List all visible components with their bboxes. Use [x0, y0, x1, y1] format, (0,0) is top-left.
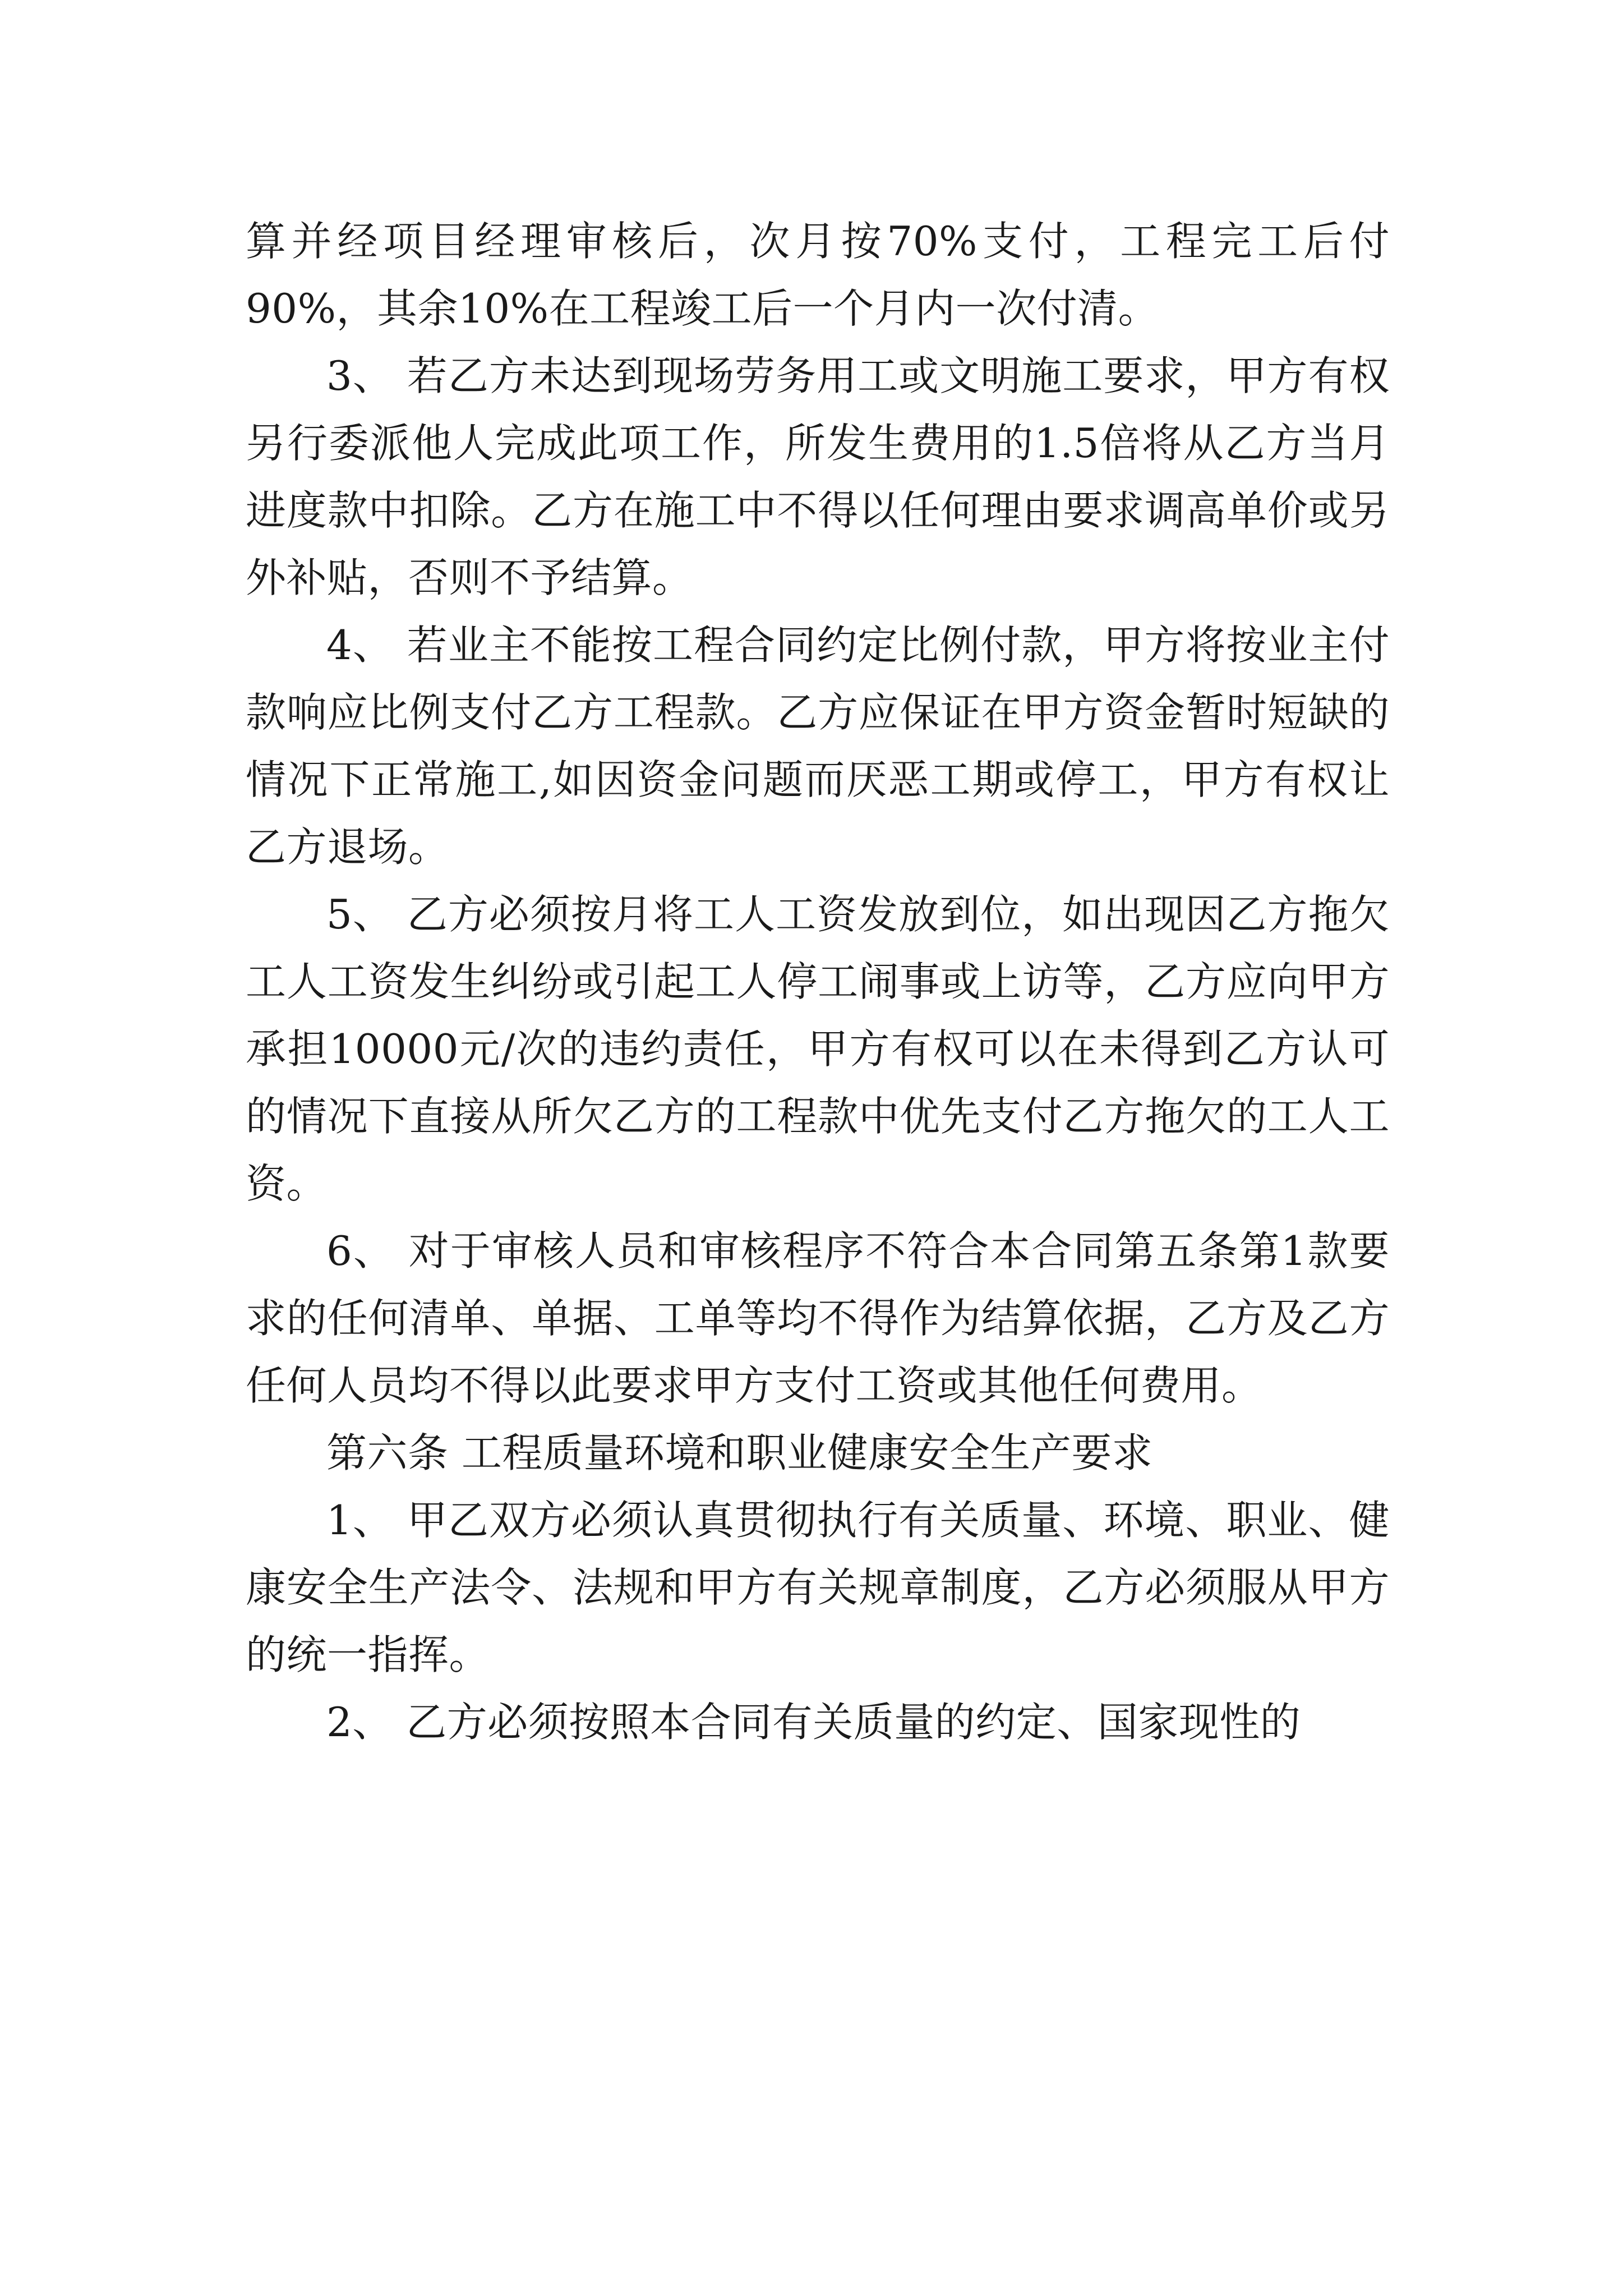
paragraph-clause-6: 6、 对于审核人员和审核程序不符合本合同第五条第1款要求的任何清单、单据、工单等均不得作为结算依据，乙方及乙方任何人员均不得以此要求甲方支付工资或其他任何费用。 — [246, 1227, 1390, 1409]
section-heading-article-6: 第六条 工程质量环境和职业健康安全生产要求 — [326, 1429, 1153, 1476]
paragraph-payment-continued: 算并经项目经理审核后，次月按70%支付，工程完工后付90%，其余10%在工程竣工后一个月内一次付清。 — [246, 218, 1390, 332]
paragraph-article-6-clause-1: 1、 甲乙双方必须认真贯彻执行有关质量、环境、职业、健康安全生产法令、法规和甲方有关规章制度，乙方必须服从甲方的统一指挥。 — [246, 1497, 1390, 1678]
document-body — [246, 208, 1390, 1756]
paragraph-clause-4: 4、 若业主不能按工程合同约定比例付款，甲方将按业主付款响应比例支付乙方工程款。乙方应保证在甲方资金暂时短缺的情况下正常施工,如因资金问题而厌恶工期或停工，甲方有权让乙方退场。 — [246, 622, 1390, 871]
paragraph-clause-5: 5、 乙方必须按月将工人工资发放到位，如出现因乙方拖欠工人工资发生纠纷或引起工人停工闹事或上访等，乙方应向甲方承担10000元/次的违约责任，甲方有权可以在未得到乙方认可的情况下直接从所欠乙方的工程款中优先支付乙方拖欠的工人工资。 — [246, 891, 1390, 1207]
paragraph-article-6-clause-2: 2、 乙方必须按照本合同有关质量的约定、国家现性的 — [326, 1699, 1301, 1746]
paragraph-clause-3: 3、 若乙方未达到现场劳务用工或文明施工要求，甲方有权另行委派他人完成此项工作，所发生费用的1.5倍将从乙方当月进度款中扣除。乙方在施工中不得以任何理由要求调高单价或另外补贴，否则不予结算。 — [246, 352, 1390, 601]
